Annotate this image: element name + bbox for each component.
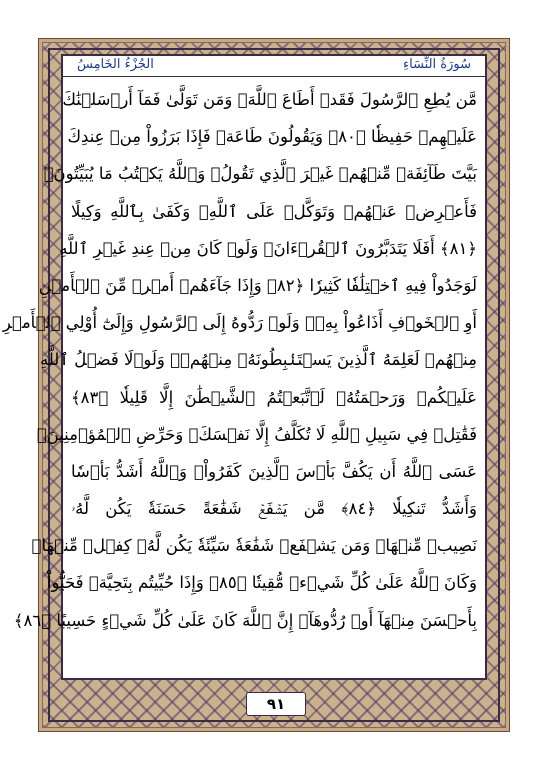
juz-name: الجُزْءُ الخَامِسُ bbox=[77, 57, 154, 72]
page-header bbox=[63, 56, 485, 77]
verse-line: لَوَجَدُواْ فِيهِ ٱخۡتِلَٰفٗا كَثِيرٗا ﴿٨٢﴾ وَإِذَا جَآءَهُمۡ أَمۡرٞ مِّنَ ٱلۡأَمۡنِ bbox=[38, 275, 477, 295]
verse-line: نَصِيبٞ مِّنۡهَاۖ وَمَن يَشۡفَعۡ شَفَٰعَةٗ سَيِّئَةٗ يَكُن لَّهُۥ كِفۡلٞ مِّنۡهَاۗ bbox=[31, 536, 477, 556]
verse-line: وَكَانَ ٱللَّهُ عَلَىٰ كُلِّ شَيۡءٖ مُّقِيتٗا ﴿٨٥﴾ وَإِذَا حُيِّيتُم بِتَحِيَّةٖ فَحَيُّواْ bbox=[46, 573, 477, 593]
verse-line: فَقَٰتِلۡ فِي سَبِيلِ ٱللَّهِ لَا تُكَلَّفُ إِلَّا نَفۡسَكَۚ وَحَرِّضِ ٱلۡمُؤۡمِنِينَۖ bbox=[36, 424, 477, 444]
page-number: ٩١ bbox=[246, 692, 306, 716]
surah-name: سُورَةُ النِّسَاءِ bbox=[403, 57, 471, 72]
verse-line: بِأَحۡسَنَ مِنۡهَآ أَوۡ رُدُّوهَآۗ إِنَّ ٱللَّهَ كَانَ عَلَىٰ كُلِّ شَيۡءٍ حَسِيبًا ﴿٨٦﴾ bbox=[13, 610, 477, 630]
verse-line: فَأَعۡرِضۡ عَنۡهُمۡ وَتَوَكَّلۡ عَلَى ٱللَّهِۚ وَكَفَىٰ بِٱللَّهِ وَكِيلًا bbox=[71, 201, 477, 221]
text-panel bbox=[2, 54, 487, 680]
verse-line: وَأَشَدُّ تَنكِيلٗا ﴿٨٤﴾ مَّن يَشۡفَعۡ شَفَٰعَةً حَسَنَةٗ يَكُن لَّهُۥ bbox=[71, 499, 477, 519]
verse-line: عَلَيۡهِمۡ حَفِيظٗا ﴿٨٠﴾ وَيَقُولُونَ طَاعَةٞ فَإِذَا بَرَزُواْ مِنۡ عِندِكَ bbox=[67, 127, 477, 147]
verse-line: عَلَيۡكُمۡ وَرَحۡمَتُهُۥ لَٱتَّبَعۡتُمُ ٱلشَّيۡطَٰنَ إِلَّا قَلِيلٗا ﴿٨٣﴾ bbox=[71, 387, 477, 407]
verse-lines bbox=[2, 81, 477, 672]
verse-line: مِنۡهُمۡ لَعَلِمَهُ ٱلَّذِينَ يَسۡتَنۢبِطُونَهُۥ مِنۡهُمۡۗ وَلَوۡلَا فَضۡلُ ٱللَّهِ bbox=[39, 350, 477, 370]
verse-line: عَسَى ٱللَّهُ أَن يَكُفَّ بَأۡسَ ٱلَّذِينَ كَفَرُواْۚ وَٱللَّهُ أَشَدُّ بَأۡسٗا bbox=[71, 461, 477, 481]
verse-line: مَّن يُطِعِ ٱلرَّسُولَ فَقَدۡ أَطَاعَ ٱللَّهَۖ وَمَن تَوَلَّىٰ فَمَآ أَرۡسَلۡنَٰكَ bbox=[62, 90, 477, 109]
verse-line: بَيَّتَ طَآئِفَةٞ مِّنۡهُمۡ غَيۡرَ ٱلَّذِي تَقُولُۖ وَٱللَّهُ يَكۡتُبُ مَا يُبَيِّتُونَۖ bbox=[43, 164, 477, 184]
verse-line: أَوِ ٱلۡخَوۡفِ أَذَاعُواْ بِهِۦۖ وَلَوۡ رَدُّوهُ إِلَى ٱلرَّسُولِ وَإِلَىٰٓ أُوْلِي ٱلۡأَمۡرِ bbox=[2, 313, 477, 333]
verse-line: ﴿٨١﴾ أَفَلَا يَتَدَبَّرُونَ ٱلۡقُرۡءَانَۚ وَلَوۡ كَانَ مِنۡ عِندِ غَيۡرِ ٱللَّهِ bbox=[59, 238, 477, 258]
